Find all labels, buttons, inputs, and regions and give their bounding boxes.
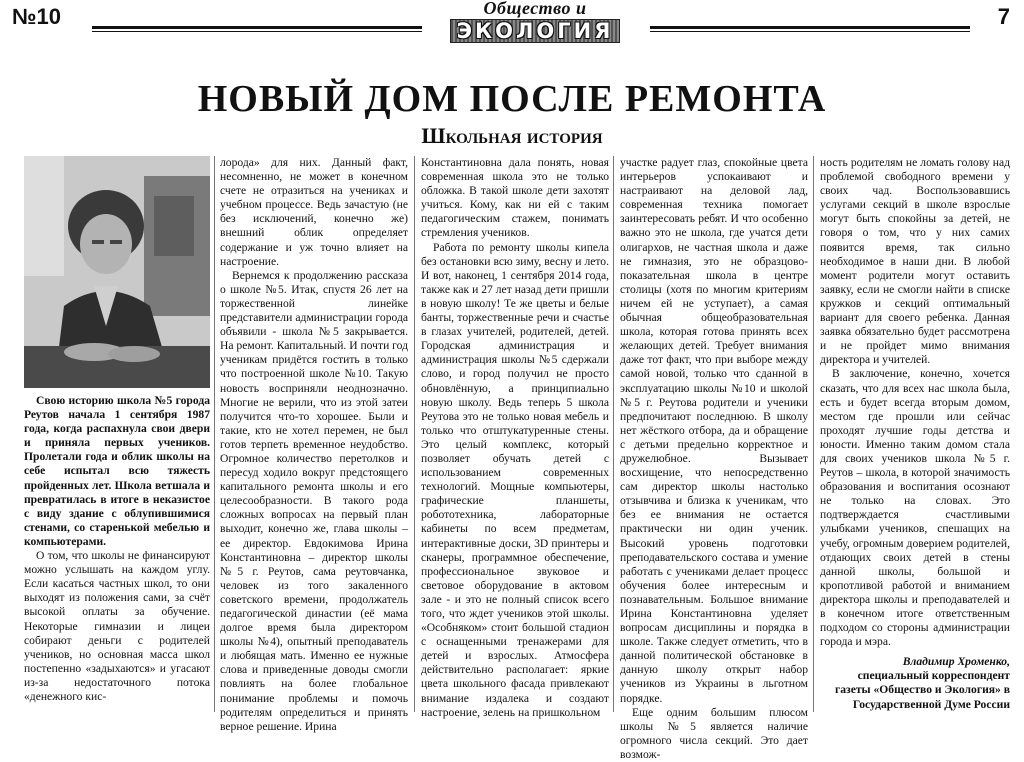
paragraph: О том, что школы не финансируют можно услышать на каждом углу. Если касаться частных школ, то они выходят из положения сами, за счёт высокой оплаты за обучение. Некоторые гимназии и лицеи собирают деньги с родителей учеников, но основная масса школ постепенно «задыхаются» и угасают из-за недостаточного потока «денежного кис- — [24, 549, 210, 703]
paragraph: участке радует глаз, спокойные цвета интерьеров успокаивают и настраивают на деловой лад, современная техника помогает заинтересовать ребят. И что особенно важно это не школа, где учатся дети олигархов, не частная школа и даже не гимназия, это не образцово-показательная школа в центре столицы (хотя по многим критериям ничем ей не уступает), а самая обычная общеобразовательная школа, которая готова принять всех желающих детей. Требует внимания даже тот факт, что при выборе между самой новой, только что сданной в эксплуатацию школы №10 и школой №5 г. Реутова родители и ученики предпочитают последнюю. В школу нет жёсткого отбора, да и обращение с детьми предельно корректное и дружелюбное. Вызывает восхищение, что непосредственно сам директор школы настолько отзывчива и близка к ученикам, что без ее внимания не остается практически ни один ученик. Высокий уровень подготовки преподавательского состава и умение работать с учениками делает процесс обучения более интересным и познавательным. Большое внимание Ирина Константиновна уделяет вопросам дисциплины и порядка в школе. Также следует отметить, что в данной политической обстановке в данную школу открыт набор учеников из Украины в льготном порядке. — [620, 156, 808, 705]
paragraph: лорода» для них. Данный факт, несомненно, не может в конечном счете не отразиться на учениках и учебном процессе. Ведь зачастую (не без исключений, конечно же) внешний облик определяет содержание и уж точно влияет на настроение. — [220, 156, 408, 268]
director-photo — [24, 156, 210, 388]
column-divider — [813, 156, 814, 712]
article-column-3 — [421, 156, 609, 719]
page-number: 7 — [997, 4, 1010, 29]
author-name: Владимир Хроменко, — [902, 655, 1010, 669]
header-rule-right — [650, 26, 970, 29]
paragraph: В заключение, конечно, хочется сказать, что для всех нас школа была, есть и будет всегда вторым домом, местом где прошли или сейчас проходят лучшие годы детства и юности. Именно таким домом стала для своих учеников школа №5 г. Реутов – школа, в которой значимость образования и воспитания осознают не только на словах. Это подтверждается счастливыми улыбками учеников, спешащих на учебу, огромным доверием родителей, отдающих своих детей в стены данной школы, большой и кропотливой работой и вниманием директора школы и преподавателей и в конечном итоге ответственным подходом со стороны администрации города и мэра. — [820, 367, 1010, 649]
column-divider — [214, 156, 215, 712]
masthead-top: Общество и — [483, 0, 587, 18]
article-subtitle: Школьная история — [421, 123, 603, 148]
article-column-4 — [620, 156, 808, 761]
paragraph: ность родителям не ломать голову над проблемой свободного времени у своих чад. Воспользовавшись услугами секций в школе взрослые могут быть спокойны за детей, не говоря о том, что у них самих появится время, так сильно необходимое в наши дни. В любой момент родители могут оставить заявку, если не смогли найти в списке кружков и секций оптимальный вариант для своего ребенка. Данная заявка обязательно будет рассмотрена и не пройдет мимо внимания директора и учителей. — [820, 156, 1010, 367]
article-title: НОВЫЙ ДОМ ПОСЛЕ РЕМОНТА — [197, 78, 827, 120]
article-column-1 — [24, 156, 210, 716]
header-rule-left — [92, 26, 422, 29]
masthead — [430, 0, 640, 43]
article-column-5 — [820, 156, 1010, 716]
header-rule-left-thin — [92, 31, 422, 32]
page-header — [0, 0, 1024, 48]
paragraph: Еще одним большим плюсом школы №5 является наличие огромного числа секций. Это дает возмож- — [620, 705, 808, 761]
paragraph: Константиновна дала понять, новая современная школа это не только обложка. В такой школе дети захотят учиться. Кому, как ни ей с таким педагогическим стажем, понимать стремления учеников. — [421, 156, 609, 240]
header-rule-right-thin — [650, 31, 970, 32]
portrait-image-icon — [24, 156, 210, 388]
issue-number: №10 — [12, 4, 61, 29]
column-divider — [414, 156, 415, 712]
author-role: специальный корреспондент газеты «Общество и Экология» в Государственной Думе России — [834, 669, 1010, 711]
masthead-bottom: ЭКОЛОГИЯ — [450, 19, 621, 43]
article-column-2 — [220, 156, 408, 733]
lede-paragraph: Свою историю школа №5 города Реутов начала 1 сентября 1987 года, когда распахнула свои двери и приняла первых учеников. Пролетали года и облик школы на себе испытал всю тяжесть пройденных лет. Школа ветшала и превратилась в итоге в неказистое с виду здание с облупившимися стенами, со старенькой мебелью и компьютерами. — [24, 394, 210, 548]
paragraph: Работа по ремонту школы кипела без остановки всю зиму, весну и лето. И вот, наконец, 1 сентября 2014 года, также как и 27 лет назад дети пришли в новую школу! Те же цветы и белые банты, торжественные речи и счастье в глазах учителей, родителей, детей. Городская администрация и администрация школы №5 сдержали слово, и город получил не просто обновлённую, а принципиально новую школу. Ведь теперь 5 школа Реутова это не только новая мебель и только что отштукатуренные стены. Это целый комплекс, который позволяет обучать детей с использованием современных технологий. Мощные компьютеры, графические планшеты, робототехника, лабораторные кабинеты по всем предметам, интерактивные доски, 3D принтеры и сканеры, программное обеспечение, профессиональное звуковое и световое оборудование в актовом зале - и это не полный список всего того, что ждет учеников этой школы. «Особняком» стоит большой стадион с оснащенными тренажерами для детей и взрослых. Атмосфера действительно располагает: яркие цвета школьного фасада привлекают внимание издалека и создают настроение, зелень на пришкольном — [421, 240, 609, 719]
paragraph: Вернемся к продолжению рассказа о школе №5. Итак, спустя 26 лет на торжественной линейке представители администрации города объявили - школа №5 закрывается. На ремонт. Капитальный. И почти год ученикам придётся гостить в только что построенной школе №10. Такую новость восприняли неоднозначно. Многие не верили, что из этой затеи получится что-то хорошее. Были и такие, кто не хотел перемен, не был готов терпеть временное неудобство. Огромное количество перетолков и пересуд ходило вокруг предстоящего капитального ремонта школы и его целесообразности. В такого рода сложных вопросах на первый план выходит, конечно же, глава школы – ее директор. Евдокимова Ирина Константиновна – директор школы №5 г. Реутов, сама реутовчанка, человек из того закаленного советского времени, продолжатель педагогической династии (её мама долгое время была директором школы №4), опытный преподаватель и любящая мать. Именно ее нужные слова и приведенные доводы смогли повлиять на более глобальное понимание проблемы и помочь родителям определиться и принять верное решение. Ирина — [220, 268, 408, 733]
column-divider — [613, 156, 614, 712]
